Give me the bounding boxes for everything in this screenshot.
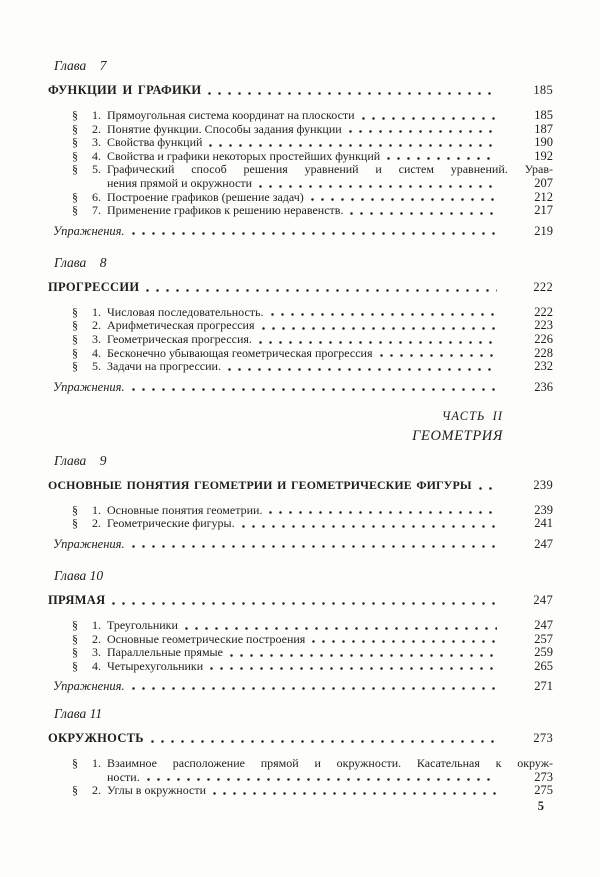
chapter-11-label: Глава 11 xyxy=(54,706,103,722)
toc-entry-11-2 xyxy=(48,784,553,798)
section-number: 1. xyxy=(92,617,101,632)
section-marker: § xyxy=(72,121,78,136)
folio-page-number: 5 xyxy=(537,799,544,813)
dot-leader xyxy=(210,667,497,670)
toc-entry-7-6 xyxy=(48,191,553,205)
toc-entry-8-3 xyxy=(48,333,553,347)
section-marker: § xyxy=(72,318,78,333)
section-page: 185 xyxy=(534,108,553,122)
chapter-8-title: ПРОГРЕССИИ xyxy=(48,279,140,294)
section-title: Понятие функции. Способы задания функции xyxy=(107,121,342,136)
chapter-9-title-row xyxy=(48,477,553,493)
dot-leader xyxy=(311,198,497,201)
exercises-page: 247 xyxy=(534,536,553,551)
section-number: 5. xyxy=(92,359,101,374)
section-title-line1: Взаимное расположение прямой и окружности. Касательная к окруж- xyxy=(107,756,553,771)
dot-leader xyxy=(259,185,497,188)
section-page: 190 xyxy=(534,135,553,150)
dot-leader xyxy=(208,92,497,95)
part-title: ГЕОМЕТРИЯ xyxy=(412,427,503,444)
part-divider xyxy=(48,408,553,446)
dot-leader xyxy=(262,327,498,330)
section-marker: § xyxy=(72,783,78,798)
section-number: 4. xyxy=(92,345,101,360)
dot-leader xyxy=(362,117,497,120)
section-number: 2. xyxy=(92,631,101,646)
section-marker: § xyxy=(72,135,78,150)
section-number: 3. xyxy=(92,135,101,150)
section-title: Бесконечно убывающая геометрическая прогрессия xyxy=(107,345,373,360)
section-marker: § xyxy=(72,502,78,517)
chapter-10-page: 247 xyxy=(533,592,553,607)
toc-entry-10-3 xyxy=(48,646,553,660)
section-number: 1. xyxy=(92,502,101,517)
section-title: Свойства функций xyxy=(107,135,203,150)
section-marker: § xyxy=(72,304,78,319)
section-marker: § xyxy=(72,345,78,360)
chapter-7-label: Глава 7 xyxy=(54,58,107,73)
toc-entry-7-1 xyxy=(48,109,553,123)
chapter-11-title-row xyxy=(48,730,553,746)
toc-entry-7-5-continuation xyxy=(48,177,553,191)
section-page: 265 xyxy=(534,658,553,673)
section-page: 228 xyxy=(534,345,553,360)
chapter-7-title: ФУНКЦИИ И ГРАФИКИ xyxy=(48,83,202,97)
section-number: 2. xyxy=(92,783,101,798)
chapter-9-exercises xyxy=(53,537,553,551)
dot-leader xyxy=(230,654,497,657)
section-page: 273 xyxy=(534,769,553,784)
dot-leader xyxy=(271,313,497,316)
chapter-11-title: ОКРУЖНОСТЬ xyxy=(48,731,144,746)
exercises-page: 219 xyxy=(534,223,553,238)
toc-entry-7-4 xyxy=(48,150,553,164)
table-of-contents xyxy=(48,0,553,798)
section-number: 3. xyxy=(92,645,101,660)
section-marker: § xyxy=(72,331,78,346)
exercises-page: 271 xyxy=(534,679,553,694)
dot-leader xyxy=(132,232,497,235)
chapter-7-page: 185 xyxy=(533,83,553,97)
section-marker: § xyxy=(72,516,78,531)
section-marker: § xyxy=(72,658,78,673)
section-title: Геометрические фигуры. xyxy=(107,516,235,531)
dot-leader xyxy=(147,778,497,781)
section-title: Числовая последовательность. xyxy=(107,304,264,319)
chapter-8-page: 222 xyxy=(533,279,553,294)
exercises-label: Упражнения. xyxy=(53,679,125,694)
section-title: Параллельные прямые xyxy=(107,645,223,660)
section-number: 1. xyxy=(92,108,101,122)
chapter-8-title-row xyxy=(48,279,553,295)
toc-entry-9-2 xyxy=(48,517,553,531)
dot-leader xyxy=(259,341,497,344)
section-number: 4. xyxy=(92,658,101,673)
section-marker: § xyxy=(72,631,78,646)
section-number: 2. xyxy=(92,121,101,136)
toc-entry-9-1 xyxy=(48,504,553,518)
chapter-10-sections xyxy=(48,619,553,673)
section-page: 239 xyxy=(534,502,553,517)
chapter-10-title: ПРЯМАЯ xyxy=(48,592,106,607)
section-page: 187 xyxy=(534,121,553,136)
toc-entry-10-1 xyxy=(48,619,553,633)
dot-leader xyxy=(213,792,497,795)
section-title: Основные понятия геометрии. xyxy=(107,502,263,517)
part-label: ЧАСТЬ II xyxy=(441,408,503,423)
dot-leader xyxy=(151,740,497,743)
toc-entry-10-4 xyxy=(48,660,553,674)
section-page: 207 xyxy=(534,175,553,190)
section-page: 217 xyxy=(534,203,553,218)
chapter-8-label: Глава 8 xyxy=(54,254,107,270)
exercises-label: Упражнения. xyxy=(53,379,125,394)
section-marker: § xyxy=(72,756,78,771)
section-title: Углы в окружности xyxy=(107,783,206,798)
section-number: 2. xyxy=(92,516,101,531)
dot-leader xyxy=(146,289,497,292)
toc-entry-11-1 xyxy=(48,757,553,771)
chapter-7-title-row xyxy=(48,82,553,98)
dot-leader xyxy=(312,640,497,643)
section-number: 7. xyxy=(92,203,101,218)
dot-leader xyxy=(380,354,498,357)
toc-entry-7-7 xyxy=(48,204,553,218)
section-marker: § xyxy=(72,162,78,177)
section-page: 241 xyxy=(534,516,553,531)
exercises-label: Упражнения. xyxy=(53,536,125,551)
section-marker: § xyxy=(72,617,78,632)
exercises-label: Упражнения. xyxy=(53,223,125,238)
section-marker: § xyxy=(72,203,78,218)
dot-leader xyxy=(209,144,497,147)
toc-entry-8-4 xyxy=(48,347,553,361)
section-title: Основные геометрические построения xyxy=(107,631,306,646)
chapter-9-page: 239 xyxy=(533,477,553,492)
chapter-9-label: Глава 9 xyxy=(54,452,107,468)
section-title: Применение графиков к решению неравенств. xyxy=(107,203,344,218)
section-title: Четырехугольники xyxy=(107,658,204,673)
section-number: 2. xyxy=(92,318,101,333)
section-page: 259 xyxy=(534,645,553,660)
chapter-7-exercises xyxy=(53,224,553,238)
dot-leader xyxy=(479,487,497,490)
section-page: 226 xyxy=(534,331,553,346)
section-title-line1: Графический способ решения уравнений и систем уравнений. Урав- xyxy=(107,162,553,177)
dot-leader xyxy=(269,511,497,514)
toc-entry-8-2 xyxy=(48,319,553,333)
chapter-9-title: ОСНОВНЫЕ ПОНЯТИЯ ГЕОМЕТРИИ И ГЕОМЕТРИЧЕСКИЕ ФИГУРЫ xyxy=(48,477,472,492)
section-marker: § xyxy=(72,645,78,660)
chapter-11-sections xyxy=(48,757,553,798)
dot-leader xyxy=(349,130,497,133)
section-title: Построение графиков (решение задач) xyxy=(107,189,304,204)
section-page: 212 xyxy=(534,189,553,204)
section-marker: § xyxy=(72,148,78,163)
chapter-10-title-row xyxy=(48,592,553,608)
section-title: Геометрическая прогрессия. xyxy=(107,331,252,346)
section-page: 223 xyxy=(534,318,553,333)
dot-leader xyxy=(112,602,497,605)
section-number: 5. xyxy=(92,162,101,177)
toc-entry-8-1 xyxy=(48,306,553,320)
chapter-7-sections xyxy=(48,109,553,218)
section-title: Прямоугольная система координат на плоскости xyxy=(107,108,355,122)
toc-entry-8-5 xyxy=(48,360,553,374)
chapter-11-page: 273 xyxy=(533,731,553,746)
section-marker: § xyxy=(72,189,78,204)
section-title: Задачи на прогрессии. xyxy=(107,359,221,374)
toc-entry-11-1-continuation xyxy=(48,771,553,785)
chapter-9-sections xyxy=(48,504,553,531)
chapter-10-label: Глава 10 xyxy=(54,567,104,583)
section-number: 6. xyxy=(92,189,101,204)
dot-leader xyxy=(132,388,497,391)
section-page: 192 xyxy=(534,148,553,163)
dot-leader xyxy=(185,627,497,630)
dot-leader xyxy=(242,525,497,528)
section-title: Арифметическая прогрессия xyxy=(107,318,255,333)
section-page: 222 xyxy=(534,304,553,319)
toc-entry-7-2 xyxy=(48,123,553,137)
section-number: 4. xyxy=(92,148,101,163)
section-page: 257 xyxy=(534,631,553,646)
section-number: 3. xyxy=(92,331,101,346)
toc-entry-7-5 xyxy=(48,163,553,177)
section-number: 1. xyxy=(92,304,101,319)
dot-leader xyxy=(228,368,497,371)
toc-entry-7-3 xyxy=(48,136,553,150)
chapter-8-sections xyxy=(48,306,553,374)
section-marker: § xyxy=(72,108,78,122)
dot-leader xyxy=(387,157,497,160)
section-number: 1. xyxy=(92,756,101,771)
toc-entry-10-2 xyxy=(48,633,553,647)
chapter-8-exercises xyxy=(53,380,553,394)
section-page: 275 xyxy=(534,783,553,798)
section-page: 247 xyxy=(534,617,553,632)
section-title-line2: ности. xyxy=(107,769,140,784)
exercises-page: 236 xyxy=(534,379,553,394)
dot-leader xyxy=(132,687,497,690)
section-title: Свойства и графики некоторых простейших функций xyxy=(107,148,381,163)
section-title: Треугольники xyxy=(107,617,178,632)
dot-leader xyxy=(132,545,497,548)
chapter-10-exercises xyxy=(53,679,553,693)
section-page: 232 xyxy=(534,359,553,374)
dot-leader xyxy=(350,212,497,215)
section-marker: § xyxy=(72,359,78,374)
section-title-line2: нения прямой и окружности xyxy=(107,175,253,190)
